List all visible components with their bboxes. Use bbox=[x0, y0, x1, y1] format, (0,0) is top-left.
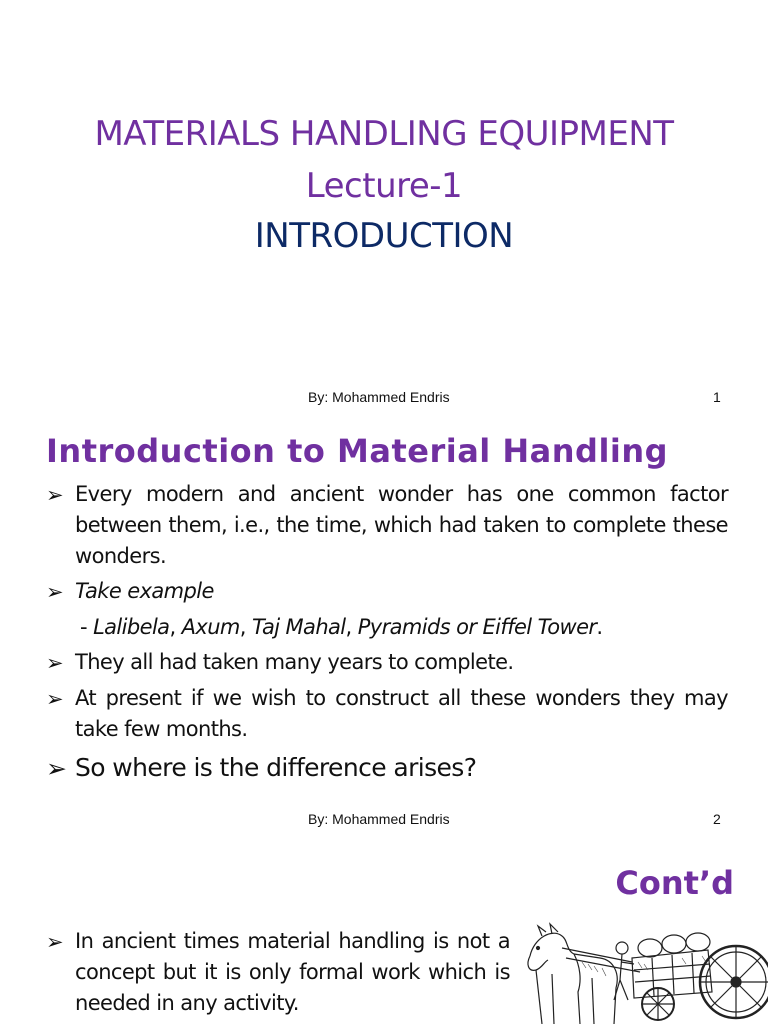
bullet-text: So where is the difference arises? bbox=[75, 753, 477, 782]
slide1-subtitle: INTRODUCTION bbox=[254, 216, 514, 256]
bullet-item bbox=[46, 683, 728, 745]
horse-cart-illustration bbox=[522, 918, 768, 1024]
bullet-item bbox=[46, 926, 510, 1019]
slide3-heading: Cont’d bbox=[615, 864, 734, 902]
example-suffix: . bbox=[596, 615, 603, 639]
bullet-item bbox=[46, 479, 728, 572]
bullet-text: They all had taken many years to complete. bbox=[75, 650, 514, 674]
example-item: Pyramids or Eiffel Tower bbox=[357, 615, 597, 639]
example-list bbox=[46, 612, 728, 643]
bullet-item bbox=[46, 751, 728, 785]
slide2-page-number: 2 bbox=[713, 811, 721, 827]
example-item: Axum bbox=[181, 615, 240, 639]
example-separator: , bbox=[345, 615, 358, 639]
arrow-bullet-icon: ➢ bbox=[46, 483, 63, 507]
example-separator: , bbox=[169, 615, 182, 639]
example-prefix: - bbox=[80, 615, 94, 639]
arrow-bullet-icon: ➢ bbox=[46, 651, 63, 675]
example-item: Taj Mahal bbox=[251, 615, 346, 639]
slide2-footer-author: By: Mohammed Endris bbox=[308, 811, 450, 827]
example-item: Lalibela bbox=[93, 615, 170, 639]
slide1-footer-author: By: Mohammed Endris bbox=[308, 389, 450, 405]
bullet-text: Every modern and ancient wonder has one common factor between them, i.e., the time, which had taken to complete these wonders. bbox=[75, 482, 728, 568]
bullet-item bbox=[46, 576, 728, 607]
slide2-heading: Introduction to Material Handling bbox=[46, 432, 669, 470]
bullet-text: Take example bbox=[75, 579, 214, 603]
arrow-bullet-icon: ➢ bbox=[46, 580, 63, 604]
arrow-bullet-icon: ➢ bbox=[46, 687, 63, 711]
arrow-bullet-icon: ➢ bbox=[46, 754, 67, 783]
slide1-lecture-number: Lecture-1 bbox=[305, 166, 463, 206]
example-separator: , bbox=[239, 615, 252, 639]
bullet-text: At present if we wish to construct all these wonders they may take few months. bbox=[75, 686, 728, 741]
arrow-bullet-icon: ➢ bbox=[46, 930, 63, 954]
bullet-item bbox=[46, 647, 728, 678]
slide1-title: MATERIALS HANDLING EQUIPMENT bbox=[94, 114, 674, 154]
bullet-text: In ancient times material handling is not a concept but it is only formal work which is needed in any activity. bbox=[75, 929, 510, 1015]
slide1-page-number: 1 bbox=[713, 389, 721, 405]
